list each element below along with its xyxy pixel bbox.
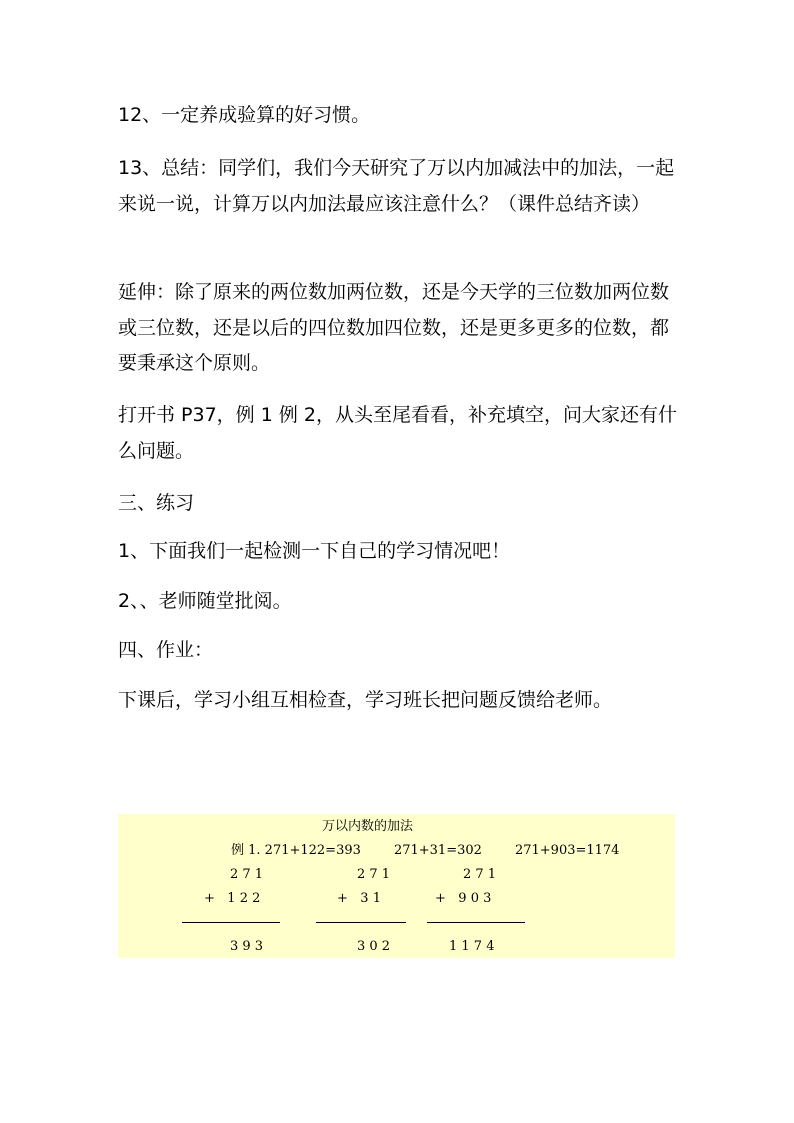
addition-1-top: 2 7 1 — [230, 867, 264, 882]
paragraph-open-book: 打开书 P37，例 1 例 2，从头至尾看看，补充填空，问大家还有什么问题。 — [118, 404, 677, 462]
section-heading-practice: 三、练习 — [118, 492, 195, 514]
addition-3-addend: + 9 0 3 — [435, 891, 492, 906]
addition-2-addend: + 3 1 — [337, 891, 381, 906]
addition-1-result: 3 9 3 — [230, 939, 264, 954]
paragraph-12: 12、一定养成验算的好习惯。 — [118, 104, 371, 126]
blackboard-design-panel — [118, 814, 675, 958]
board-examples-line: 例 1. 271+122=393 271+31=302 271+903=1174 — [231, 843, 620, 858]
addition-3-rule — [427, 922, 525, 923]
addition-1-rule — [182, 922, 280, 923]
addition-1-addend: + 1 2 2 — [204, 891, 261, 906]
paragraph-extension: 延伸：除了原来的两位数加两位数，还是今天学的三位数加两位数或三位数，还是以后的四位数加四位数，还是更多更多的位数，都要秉承这个原则。 — [118, 281, 670, 374]
paragraph-13-summary: 13、总结：同学们，我们今天研究了万以内加减法中的加法，一起来说一说，计算万以内加法最应该注意什么？（课件总结齐读） — [118, 157, 675, 215]
addition-2-top: 2 7 1 — [357, 867, 391, 882]
addition-3-top: 2 7 1 — [463, 867, 497, 882]
addition-2-rule — [316, 922, 406, 923]
paragraph-homework: 下课后，学习小组互相检查，学习班长把问题反馈给老师。 — [118, 689, 613, 711]
section-heading-homework: 四、作业： — [118, 639, 214, 661]
addition-2-result: 3 0 2 — [357, 939, 391, 954]
paragraph-practice-1: 1、下面我们一起检测一下自己的学习情况吧！ — [118, 540, 511, 562]
addition-3-result: 1 1 7 4 — [449, 939, 495, 954]
paragraph-practice-2: 2、、老师随堂批阅。 — [118, 590, 292, 612]
board-title: 万以内数的加法 — [322, 819, 414, 834]
